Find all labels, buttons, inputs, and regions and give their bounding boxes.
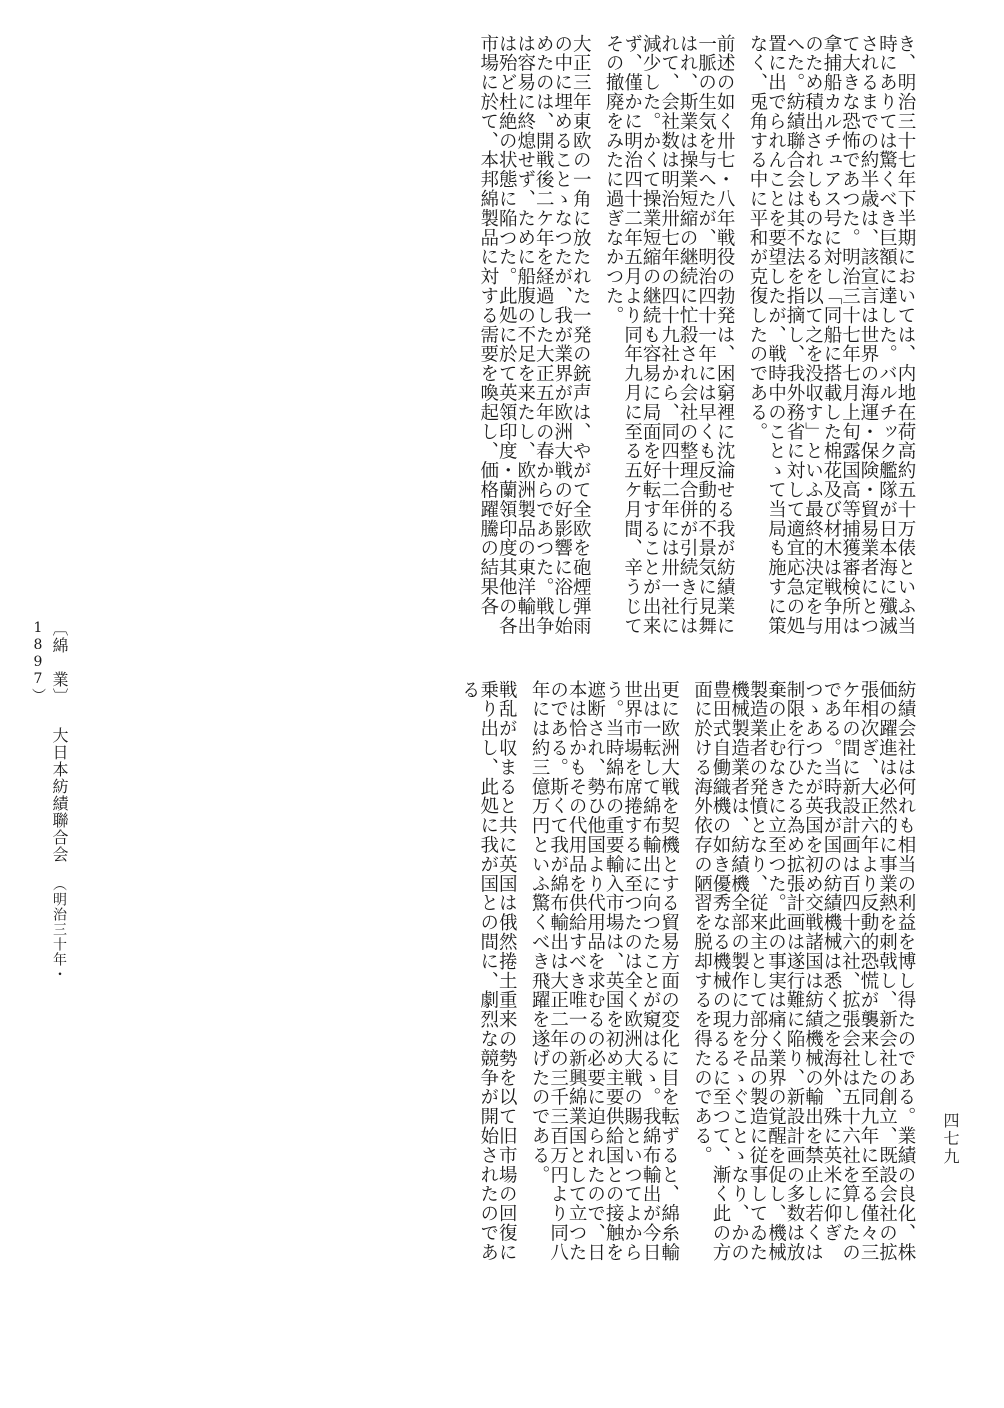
paragraph: き、明治三十七年下半期においては、内地在荷高約五十万俵といふ当時にありては驚くべき巨額に達した。バルチック艦隊が日本海に殲滅されるまでの約半歳は、該宣言は世界の海運・保険・貿易業者にとつて大きな恐怖であつた。明治三十七年七月上旬露国高等捕獲審検所は拿捕船カルチュアス号に対し「同船に搭載した棉花及び材木は戦争用のため積出されしものなるを以て之を没収す」といふ最終的決定を与へた。紡績聯合会は其不法を指摘し、我外務省に対して適宜応急の処置に出でられんことを要望したが、戦時中のことゝて当局も施すに策なく、兎角する中に平和が克復したのである。 (747, 34, 916, 636)
paragraph: 戦乱が収まると共に英国は俄然捲土重来の勢を以て旧市場の回復に乗り出し、此処に我が国との間に、劇烈な競争が開始されたのである (459, 680, 518, 1262)
paragraph: 大正三年東欧の一角に放たれた一発の銃声は、やがて全欧を砲煙弾雨の中に埋めることゝなつたが、我が業界が欧洲大戦の好影響に浴し始めたのは、開戦後二ケ年を経過した大正五年の春からであつた。戦争は容易に終熄せず、ために船腹の不足を来たし、欧洲製品の東洋輸出は殆ど杜絶の状態に陥つた。此処に於て英領印度・蘭領印度其他の各市場に於て、本邦綿製品に対する需要を喚起し、価格躍騰の結果各 (477, 34, 592, 636)
upper-text-block (84, 34, 914, 639)
running-footer (28, 620, 71, 1040)
paragraph: 紡績会社は何れも相当の利益を博し得たのである。業績の良化、株価の躍進は必然的に事業熱を刺戟し、新会社の創立、既設会社の拡張相次ぎ、大正六年より反動的恐慌が襲来した同九年に至る僅々三ケ年の間に新設計画は百四十六社、拡張会社は五十六社を算したのである。当時我が国の紡績機械は悉く之を海外、殊に英米に仰ぎつゝあつたが英国を初め交戦諸国は紡績機械の輸出を禁止し若くは制限を行ひたる為め拡張計画は遂行難に陥り、新設計画の多数は放棄の止むなきに立至つた。此の事実は痛く業界の覚醒を促し、機械製造業者の発憤となり、従来主として部分品の製造に従事してゐた機械製造業者は、紡績機全部の製作に力をそゝぐことゝなり、かの豊田式自働織機の如き優秀なる機械の現るるに至つて、漸く此の方面に於ける海外依存の陋習を脱却するを得たのである。 (691, 680, 916, 1262)
footer-category: 〔綿 業〕 (50, 620, 69, 705)
paragraph: 前述の如く卅七・八年戦役の勃発は、困窮裡に沈淪せる我が紡績業に一脈の生気を与へたが、明治四十一年には早くも反動的不景気に見舞はれ、斯業は操業短縮の継続に忙殺され会社の整理合併が引続き行はれて、会社数は明治卅七年の四十九社から、同四十二年には卅一社に減少した。かくて操業短縮の継続も容易に局面を好転することが出来ず、僅かに明治四十二年五月より同年九月に至る五ケ月間、辛うじてその撤廃をみたに過ぎなかつた。 (603, 34, 736, 636)
page-number: 四七九 (941, 1112, 960, 1166)
paragraph: 更に欧洲大戦を契機とする貿易方面の変化に目を転ずると、綿糸輸出は一転して綿布輸出に向つたことが窺はるゝ。我綿布輸出が今日世界市場を席捲するに至つたのは全く欧洲大戦の賜といつてよからう。当時綿布の重要輸入市場は、英国を初め主要供給国との接触を遮断され、勢ひ他国より代用品を求むるの必要に迫られたので、日本は恰かもその代用品を供給すべき唯一の新興綿業国として立つたのである。斯くて我が綿布輸出は大正二年の三千三百万円より同八年には約三億万円といふ驚くべき飛躍を遂げたのである。 (529, 680, 680, 1262)
lower-text-block (84, 680, 914, 1280)
footer-organization: 大日本紡績聯合会 (50, 727, 69, 863)
footer-era: （明治三十年・1897） (30, 620, 67, 982)
